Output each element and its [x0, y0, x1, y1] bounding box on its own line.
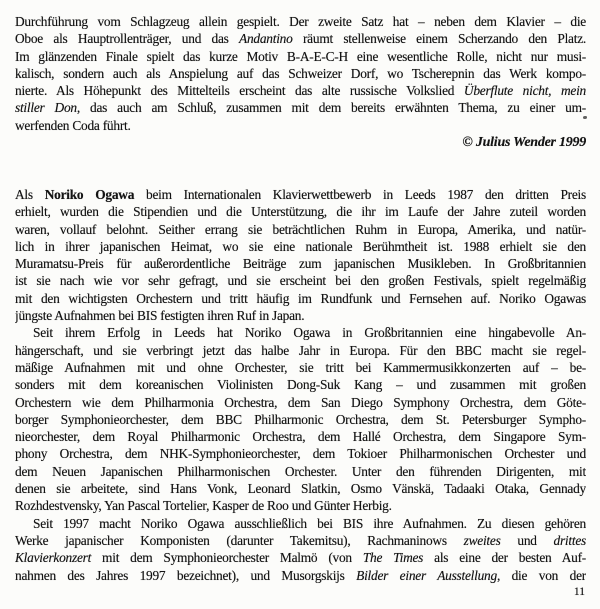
text-line: [15, 567, 586, 584]
text-run: Muramatsu-Preis für außerordentliche Beiträge zum japanischen Musikleben. In Großbritannien: [15, 256, 586, 272]
para-ogawa-leeds: [15, 186, 586, 324]
text-line: [15, 117, 586, 134]
para-ogawa-bis: [15, 515, 586, 584]
text-run: Rozhdestvensky, Yan Pascal Tortelier, Kasper de Roo und Günter Herbig.: [15, 498, 392, 514]
text-line: [15, 359, 586, 376]
styled-text-run: stiller Don: [15, 100, 77, 116]
text-run: , die von der: [496, 567, 586, 583]
text-run: Als: [15, 186, 45, 202]
text-run: Seit 1997 macht Noriko Ogawa ausschließlich bei BIS ihre Aufnahmen. Zu diesen gehören: [33, 515, 586, 531]
text-run: ist sie nach wie vor sehr gefragt, und sie erscheint bei den großen Festivals, spielt regelmäßig: [15, 273, 586, 289]
styled-text-run: Klavierkonzert: [15, 550, 92, 566]
text-run: kalisch, sondern auch als Anspielung auf das Schweizer Dorf, wo Tscherepnin das Werk kompo-: [15, 65, 586, 81]
scan-speck: [583, 116, 587, 119]
text-line: [15, 428, 586, 445]
text-line: [15, 238, 586, 255]
text-run: Seit ihrem Erfolg in Leeds hat Noriko Ogawa in Großbritannien eine hingabevolle An-: [33, 325, 586, 341]
styled-text-run: Bilder einer Ausstellung: [356, 567, 497, 583]
styled-text-run: © Julius Wender 1999: [462, 135, 586, 151]
text-line: [15, 134, 586, 151]
text-line: [15, 307, 586, 324]
text-line: [15, 48, 586, 65]
text-run: mit dem Symphonieorchester Malmö (von: [91, 550, 363, 566]
text-run: Im glänzenden Finale spielt das kurze Motiv B-A-E-C-H eine wesentliche Rolle, nicht nur musi-: [15, 48, 586, 64]
text-line: [15, 445, 586, 462]
text-run: Oboe als Hauptrollenträger, und das: [15, 31, 240, 47]
text-run: lich in ihrer japanischen Heimat, wo sie eine nationale Berühmtheit ist. 1988 erhielt sie den: [15, 238, 586, 254]
text-run: hängerschaft, und sie verbringt jetzt das halbe Jahr in Europa. Für den BBC macht sie regel-: [15, 342, 586, 358]
styled-text-run: Überflute nicht, mein: [463, 83, 586, 99]
text-line: [15, 13, 586, 30]
text-line: [15, 324, 586, 341]
text-run: nierte. Als Höhepunkt des Mittelteils erscheint das alte russische Volkslied: [15, 83, 464, 99]
text-line: [15, 376, 586, 393]
text-line: [15, 549, 586, 566]
text-line: [15, 82, 586, 99]
text-line: [15, 497, 586, 514]
text-run: nieorchester, dem Royal Philharmonic Orchestra, dem Hallé Orchestra, dem Singapore Sym-: [15, 429, 586, 445]
page-number: 11: [573, 586, 585, 599]
styled-text-run: zweites: [463, 532, 501, 548]
text-run: Durchführung vom Schlagzeug allein gespielt. Der zweite Satz hat – neben dem Klavier – die: [15, 14, 586, 29]
text-run: als eine der besten Auf-: [423, 550, 586, 566]
text-run: waren, vollauf belohnt. Seither errang sie beträchtlichen Ruhm in Europa, Amerika, und natür-: [15, 221, 586, 237]
text-run: , das auch am Schluß, zusammen mit dem bereits erwähnten Thema, zu einer um-: [76, 100, 586, 116]
text-line: [15, 221, 586, 238]
text-run: erhielt, wurden die Stipendien und die Unterstützung, die ihr im Laufe der Jahre zuteil worden: [15, 204, 586, 220]
body-text: [15, 13, 586, 584]
text-line: [15, 290, 586, 307]
text-line: [15, 411, 586, 428]
text-run: denen sie arbeitete, sind Hans Vonk, Leonard Slatkin, Osmo Vänskä, Tadaaki Otaka, Gennady: [15, 481, 586, 497]
styled-text-run: Noriko Ogawa: [44, 186, 135, 202]
text-line: [15, 463, 586, 480]
text-line: [15, 99, 586, 116]
text-line: [15, 203, 586, 220]
text-run: nahmen des Jahres 1997 bezeichnet), und Musorgskijs: [15, 567, 357, 583]
styled-text-run: The Times: [362, 550, 424, 566]
text-line: [15, 515, 586, 532]
styled-text-run: drittes: [553, 532, 586, 548]
text-run: räumt stellenweise einem Scherzando den Platz.: [292, 31, 586, 47]
text-run: Werke japanischer Komponisten (darunter Takemitsu), Rachmaninows: [15, 532, 464, 548]
text-run: sonders mit dem koreanischen Violinisten Dong-Suk Kang – und zusammen mit großen: [15, 377, 586, 393]
text-line: [15, 65, 586, 82]
text-line: [15, 186, 586, 203]
para-finale-description: [15, 13, 586, 134]
text-run: mit den wichtigsten Orchestern und tritt häufig im Rundfunk und Fernsehen auf. Noriko Ogawas: [15, 290, 586, 306]
text-line: [15, 272, 586, 289]
text-run: jüngste Aufnahmen bei BIS festigten ihren Ruf in Japan.: [15, 308, 305, 324]
styled-text-run: Andantino: [239, 31, 293, 47]
byline-copyright: [15, 134, 586, 151]
text-line: [15, 342, 586, 359]
text-run: dem Neuen Japanischen Philharmonischen Orchester. Unter den führenden Dirigenten, mit: [15, 463, 586, 479]
text-line: [15, 255, 586, 272]
text-run: und: [500, 532, 554, 548]
text-run: borger Symphonieorchester, dem BBC Philharmonic Orchestra, dem St. Petersburger Sympho-: [15, 411, 586, 427]
para-ogawa-europe: [15, 324, 586, 514]
text-run: Orchestern wie dem Philharmonia Orchestra, dem San Diego Symphony Orchestra, dem Göte-: [15, 394, 586, 410]
text-line: [15, 480, 586, 497]
text-line: [15, 532, 586, 549]
text-line: [15, 30, 586, 47]
text-run: beim Internationalen Klavierwettbewerb in Leeds 1987 den dritten Preis: [134, 186, 586, 202]
text-line: [15, 394, 586, 411]
text-run: phony Orchestra, dem NHK-Symphonieorchester, dem Tokioer Philharmonischen Orchester und: [15, 446, 586, 462]
text-run: werfenden Coda führt.: [15, 117, 131, 133]
text-run: mäßige Aufnahmen mit und ohne Orchester, sie tritt bei Kammermusikkonzerten auf – be-: [15, 359, 586, 375]
